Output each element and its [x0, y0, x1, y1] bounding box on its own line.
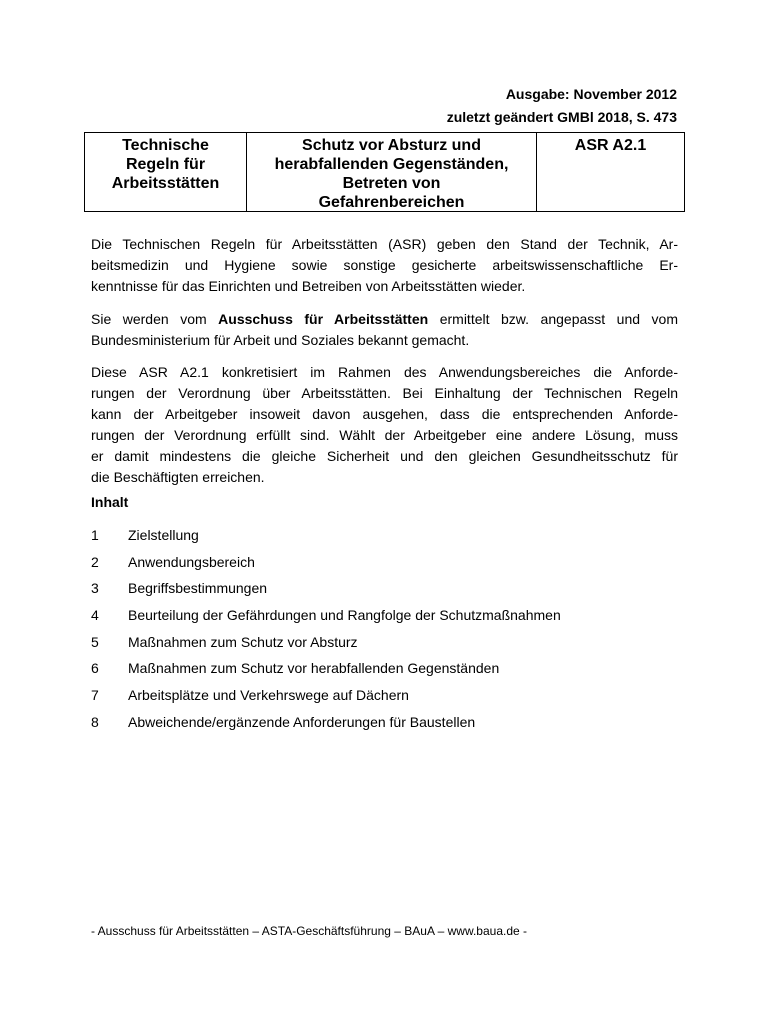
header-title-line: Betreten von	[342, 175, 441, 192]
header-category-line: Regeln für	[125, 156, 206, 173]
toc-number: 3	[91, 580, 99, 597]
header-table	[84, 132, 685, 212]
header-category-line: Arbeitsstätten	[111, 175, 220, 192]
paragraph-text: Sie werden vom	[91, 311, 219, 327]
page-footer: - Ausschuss für Arbeitsstätten – ASTA-Geschäftsführung – BAuA – www.baua.de -	[91, 924, 528, 938]
toc-heading: Inhalt	[91, 494, 129, 510]
paragraph-line: rungen der Verordnung erfüllt sind. Wählt der Arbeitgeber eine andere Lösung, muss	[91, 427, 678, 443]
committee-name: Ausschuss für Arbeitsstätten	[218, 311, 429, 327]
header-category-line: Technische	[122, 137, 209, 154]
paragraph-line: Bundesministerium für Arbeit und Soziales bekannt gemacht.	[91, 332, 470, 348]
toc-number: 5	[91, 633, 99, 650]
toc-title: Abweichende/ergänzende Anforderungen für Baustellen	[128, 713, 476, 730]
toc-item[interactable]	[91, 634, 561, 661]
paragraph-line: die Beschäftigten erreichen.	[91, 469, 265, 485]
toc-title: Begriffsbestimmungen	[128, 580, 268, 597]
paragraph-text: ermittelt bzw. angepasst und vom	[428, 311, 678, 327]
paragraph-line: Diese ASR A2.1 konkretisiert im Rahmen des Anwendungsbereiches die Anforde-	[91, 364, 678, 380]
paragraph-line: kenntnisse für das Einrichten und Betreiben von Arbeitsstätten wieder.	[91, 278, 526, 294]
paragraph-line: kann der Arbeitgeber insoweit davon ausgehen, dass die entsprechenden Anforde-	[91, 406, 678, 422]
toc-item[interactable]	[91, 554, 561, 581]
document-code: ASR A2.1	[574, 137, 647, 154]
intro-paragraph	[91, 234, 678, 297]
toc-title: Maßnahmen zum Schutz vor herabfallenden Gegenständen	[128, 660, 500, 677]
header-title-line: herabfallenden Gegenständen,	[274, 156, 509, 173]
toc-number: 1	[91, 527, 99, 543]
header-code-cell	[537, 133, 684, 211]
toc-number: 8	[91, 713, 99, 730]
paragraph-line	[91, 309, 678, 330]
toc-item[interactable]	[91, 714, 561, 741]
paragraph-line: er damit mindestens die gleiche Sicherheit und den gleichen Gesundheitsschutz für	[91, 448, 678, 464]
scope-paragraph	[91, 362, 678, 488]
paragraph-line: rungen der Verordnung über Arbeitsstätten. Bei Einhaltung der Technischen Regeln	[91, 385, 678, 401]
toc-number: 6	[91, 660, 99, 677]
header-title-line: Gefahrenbereichen	[318, 194, 465, 211]
toc-title: Beurteilung der Gefährdungen und Rangfolge der Schutzmaßnahmen	[128, 607, 561, 624]
issue-date: Ausgabe: November 2012	[505, 86, 677, 102]
committee-paragraph	[91, 309, 678, 351]
paragraph-line: Die Technischen Regeln für Arbeitsstätten (ASR) geben den Stand der Technik, Ar-	[91, 236, 678, 252]
header-category-cell	[85, 133, 247, 211]
toc-number: 2	[91, 553, 99, 570]
header-title-cell	[247, 133, 537, 211]
toc-title: Zielstellung	[128, 527, 199, 543]
toc-number: 7	[91, 687, 99, 704]
toc-title: Arbeitsplätze und Verkehrswege auf Dächern	[128, 687, 409, 704]
toc-item[interactable]	[91, 687, 561, 714]
toc-item[interactable]	[91, 660, 561, 687]
last-amendment: zuletzt geändert GMBl 2018, S. 473	[446, 109, 677, 125]
toc-item[interactable]	[91, 527, 561, 554]
toc-number: 4	[91, 607, 99, 624]
header-title-line: Schutz vor Absturz und	[302, 137, 481, 154]
toc-item[interactable]	[91, 580, 561, 607]
paragraph-line: beitsmedizin und Hygiene sowie sonstige gesicherte arbeitswissenschaftliche Er-	[91, 257, 678, 273]
toc-title: Maßnahmen zum Schutz vor Absturz	[128, 633, 358, 650]
table-of-contents	[91, 527, 561, 741]
toc-item[interactable]	[91, 607, 561, 634]
toc-title: Anwendungsbereich	[128, 553, 255, 570]
